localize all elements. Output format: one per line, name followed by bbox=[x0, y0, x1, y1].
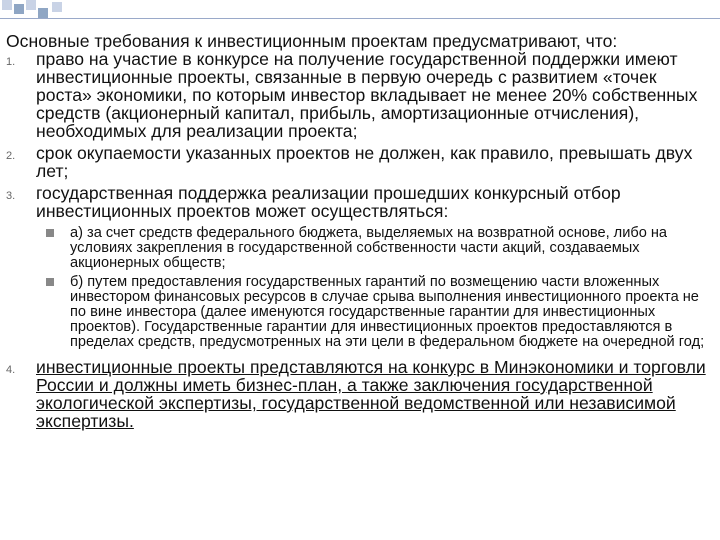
sub-item-a bbox=[36, 226, 712, 271]
title-rule bbox=[0, 18, 720, 19]
square-bullet-icon bbox=[46, 229, 54, 237]
list-number-1: 1. bbox=[6, 56, 16, 68]
list-text-2: срок окупаемости указанных проектов не должен, как правило, превышать двух лет; bbox=[36, 143, 693, 181]
square-bullet-icon bbox=[46, 278, 54, 286]
support-forms-list bbox=[36, 226, 712, 350]
deco-square-2 bbox=[14, 4, 24, 14]
list-number-3: 3. bbox=[6, 190, 16, 202]
deco-square-1 bbox=[2, 0, 12, 10]
deco-square-3 bbox=[26, 0, 36, 10]
list-item-1 bbox=[6, 50, 712, 140]
slide-decoration bbox=[0, 0, 300, 26]
requirements-list bbox=[6, 50, 712, 430]
list-number-2: 2. bbox=[6, 150, 16, 162]
sub-text-b: б) путем предоставления государственных гарантий по возмещению части вложенных инвестором финансовых ресурсов в случае срыва выполнения инвестиционного проекта не по вине инвестора (далее именуются государственные гарантии для инвестиционных проектов). Государственные гарантии для инвестиционных проектов предоставляются в пределах средств, предусмотренных на эти цели в федеральном бюджете на очередной год; bbox=[70, 274, 705, 350]
list-item-4 bbox=[6, 358, 712, 430]
list-text-4: инвестиционные проекты представляются на конкурс в Минэкономики и торговли России и должны иметь бизнес-план, а также заключения государственной экологической экспертизы, государственной ведомственной или независимой экспертизы. bbox=[36, 357, 706, 431]
list-text-1: право на участие в конкурсе на получение государственной поддержки имеют инвестиционные проекты, связанные в первую очередь с развитием «точек роста» экономики, по которым инвестор вкладывает не менее 20% собственных средств (акционерный капитал, прибыль, амортизационные отчисления), необходимых для реализации проекта; bbox=[36, 49, 698, 141]
deco-square-4 bbox=[38, 8, 48, 18]
list-item-2 bbox=[6, 144, 712, 180]
list-text-3: государственная поддержка реализации прошедших конкурсный отбор инвестиционных проектов может осуществляться: bbox=[36, 183, 621, 221]
slide-body bbox=[6, 32, 712, 430]
list-item-3 bbox=[6, 184, 712, 350]
heading: Основные требования к инвестиционным проектам предусматривают, что: bbox=[6, 31, 618, 51]
sub-text-a: а) за счет средств федерального бюджета, выделяемых на возвратной основе, либо на условиях закрепления в государственной собственности части акций, создаваемых акционерных обществ; bbox=[70, 225, 668, 271]
list-number-4: 4. bbox=[6, 364, 16, 376]
sub-item-b bbox=[36, 275, 712, 350]
deco-square-5 bbox=[52, 2, 62, 12]
